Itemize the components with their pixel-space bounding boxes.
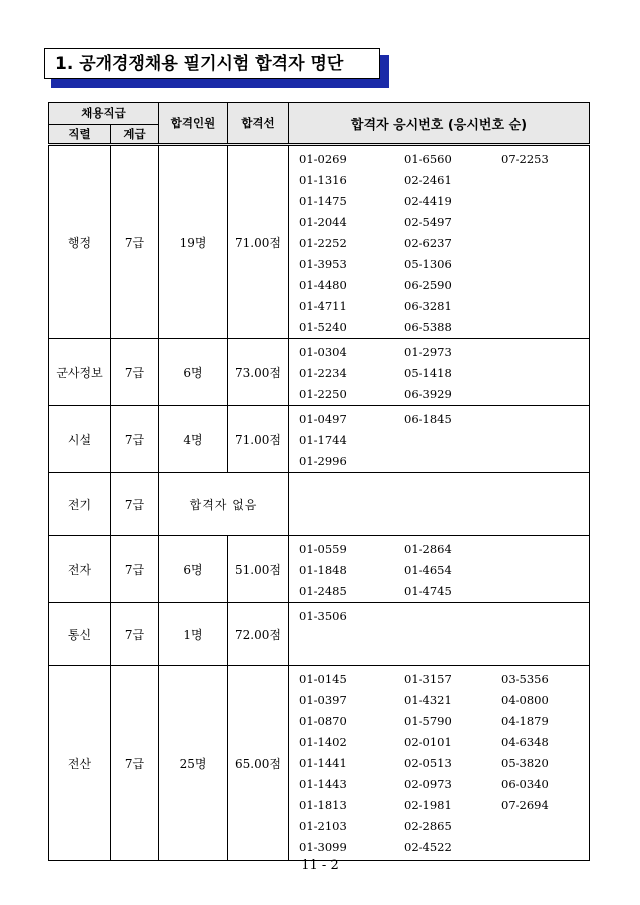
id-grid <box>289 536 589 602</box>
id-list-cell <box>289 536 590 603</box>
page-number: 11 - 2 <box>301 858 339 873</box>
applicant-id: 02-0513 <box>404 756 452 770</box>
applicant-id: 06-2590 <box>404 278 452 292</box>
applicant-id: 06-5388 <box>404 320 452 334</box>
applicant-id <box>501 191 596 212</box>
applicant-id: 02-5497 <box>404 215 452 229</box>
cutoff-cell: 73.00점 <box>228 339 289 406</box>
applicant-id: 01-1402 <box>299 735 347 749</box>
applicant-id <box>501 212 596 233</box>
applicant-id: 01-0304 <box>299 345 347 359</box>
position-cell: 시설 <box>49 406 111 473</box>
applicant-id: 01-0269 <box>299 152 347 166</box>
applicant-id: 01-1443 <box>299 777 347 791</box>
applicant-id: 01-5790 <box>404 714 452 728</box>
grade-cell: 7급 <box>111 603 159 666</box>
applicant-id <box>404 430 501 451</box>
cutoff-cell: 65.00점 <box>228 666 289 861</box>
header-position: 직렬 <box>49 124 111 145</box>
table-body <box>49 145 590 861</box>
grade-cell: 7급 <box>111 666 159 861</box>
applicant-id <box>501 539 596 560</box>
position-cell: 전기 <box>49 473 111 536</box>
applicant-id: 04-6348 <box>501 735 549 749</box>
applicant-id: 02-4522 <box>404 840 452 854</box>
table-row <box>49 145 590 339</box>
applicant-id <box>501 560 596 581</box>
count-cell: 25명 <box>159 666 228 861</box>
id-list-cell <box>289 666 590 861</box>
applicant-id: 06-3929 <box>404 387 452 401</box>
grade-cell: 7급 <box>111 339 159 406</box>
applicant-id: 02-0973 <box>404 777 452 791</box>
applicant-id <box>501 342 596 363</box>
id-grid <box>289 666 589 858</box>
applicant-id <box>501 606 596 627</box>
applicant-id: 06-3281 <box>404 299 452 313</box>
count-cell: 6명 <box>159 536 228 603</box>
applicant-id <box>404 606 501 627</box>
table-row <box>49 473 590 536</box>
grade-cell: 7급 <box>111 145 159 339</box>
id-list-cell <box>289 603 590 666</box>
count-cell: 6명 <box>159 339 228 406</box>
applicant-id: 01-0145 <box>299 672 347 686</box>
count-cell: 1명 <box>159 603 228 666</box>
applicant-id <box>501 233 596 254</box>
id-grid <box>289 406 589 472</box>
applicant-id: 01-0497 <box>299 412 347 426</box>
grade-cell: 7급 <box>111 473 159 536</box>
grade-cell: 7급 <box>111 406 159 473</box>
section-title: 1. 공개경쟁채용 필기시험 합격자 명단 <box>44 48 380 79</box>
applicant-id: 01-3099 <box>299 840 347 854</box>
applicant-id: 01-4711 <box>299 299 347 313</box>
passers-table <box>48 102 590 861</box>
applicant-id: 01-1316 <box>299 173 347 187</box>
applicant-id: 02-2461 <box>404 173 452 187</box>
applicant-id: 01-3157 <box>404 672 452 686</box>
applicant-id: 06-1845 <box>404 412 452 426</box>
applicant-id <box>501 837 596 858</box>
id-list-cell <box>289 406 590 473</box>
cutoff-cell: 72.00점 <box>228 603 289 666</box>
applicant-id: 05-1306 <box>404 257 452 271</box>
applicant-id <box>501 451 596 472</box>
applicant-id: 04-1879 <box>501 714 549 728</box>
applicant-id: 01-4654 <box>404 563 452 577</box>
applicant-id: 01-3506 <box>299 609 347 623</box>
applicant-id: 01-1848 <box>299 563 347 577</box>
applicant-id: 01-4321 <box>404 693 452 707</box>
id-list-cell <box>289 473 590 536</box>
applicant-id: 02-0101 <box>404 735 452 749</box>
position-cell: 행정 <box>49 145 111 339</box>
applicant-id: 01-2252 <box>299 236 347 250</box>
count-cell: 19명 <box>159 145 228 339</box>
applicant-id: 02-1981 <box>404 798 452 812</box>
applicant-id: 01-3953 <box>299 257 347 271</box>
applicant-id: 01-1475 <box>299 194 347 208</box>
applicant-id: 01-2996 <box>299 454 347 468</box>
applicant-id <box>501 296 596 317</box>
applicant-id <box>501 581 596 602</box>
applicant-id <box>501 363 596 384</box>
applicant-id: 01-1744 <box>299 433 347 447</box>
applicant-id: 01-2973 <box>404 345 452 359</box>
applicant-id: 01-1441 <box>299 756 347 770</box>
id-grid <box>289 339 589 405</box>
applicant-id: 02-6237 <box>404 236 452 250</box>
header-ids: 합격자 응시번호 (응시번호 순) <box>289 103 590 145</box>
position-cell: 전산 <box>49 666 111 861</box>
applicant-id: 01-5240 <box>299 320 347 334</box>
no-passers-cell: 합격자 없음 <box>159 473 289 536</box>
applicant-id <box>501 254 596 275</box>
cutoff-cell: 71.00점 <box>228 145 289 339</box>
id-grid <box>289 603 589 627</box>
applicant-id <box>501 384 596 405</box>
applicant-id: 01-2103 <box>299 819 347 833</box>
applicant-id <box>404 451 501 472</box>
applicant-id: 01-2485 <box>299 584 347 598</box>
applicant-id: 01-2250 <box>299 387 347 401</box>
applicant-id: 01-0559 <box>299 542 347 556</box>
cutoff-cell: 51.00점 <box>228 536 289 603</box>
section-title-block <box>44 48 389 88</box>
applicant-id <box>501 409 596 430</box>
table-row <box>49 406 590 473</box>
applicant-id: 02-4419 <box>404 194 452 208</box>
applicant-id: 06-0340 <box>501 777 549 791</box>
table-row <box>49 339 590 406</box>
header-cutoff: 합격선 <box>228 103 289 145</box>
applicant-id <box>501 170 596 191</box>
applicant-id <box>501 816 596 837</box>
cutoff-cell: 71.00점 <box>228 406 289 473</box>
header-group: 채용직급 <box>49 103 159 125</box>
applicant-id: 05-1418 <box>404 366 452 380</box>
id-list-cell <box>289 339 590 406</box>
applicant-id: 01-2864 <box>404 542 452 556</box>
position-cell: 군사정보 <box>49 339 111 406</box>
applicant-id <box>501 430 596 451</box>
applicant-id: 07-2694 <box>501 798 549 812</box>
applicant-id: 05-3820 <box>501 756 549 770</box>
applicant-id: 01-1813 <box>299 798 347 812</box>
applicant-id: 01-6560 <box>404 152 452 166</box>
table-row <box>49 536 590 603</box>
applicant-id: 02-2865 <box>404 819 452 833</box>
position-cell: 통신 <box>49 603 111 666</box>
applicant-id: 04-0800 <box>501 693 549 707</box>
position-cell: 전자 <box>49 536 111 603</box>
applicant-id: 01-2234 <box>299 366 347 380</box>
table-row <box>49 666 590 861</box>
applicant-id: 07-2253 <box>501 152 549 166</box>
applicant-id: 01-2044 <box>299 215 347 229</box>
count-cell: 4명 <box>159 406 228 473</box>
applicant-id: 01-4745 <box>404 584 452 598</box>
applicant-id <box>501 275 596 296</box>
id-list-cell <box>289 145 590 339</box>
header-grade: 계급 <box>111 124 159 145</box>
applicant-id: 01-0397 <box>299 693 347 707</box>
applicant-id <box>501 317 596 338</box>
applicant-id: 01-4480 <box>299 278 347 292</box>
grade-cell: 7급 <box>111 536 159 603</box>
table-row <box>49 603 590 666</box>
header-count: 합격인원 <box>159 103 228 145</box>
id-grid <box>289 146 589 338</box>
applicant-id: 01-0870 <box>299 714 347 728</box>
applicant-id: 03-5356 <box>501 672 549 686</box>
